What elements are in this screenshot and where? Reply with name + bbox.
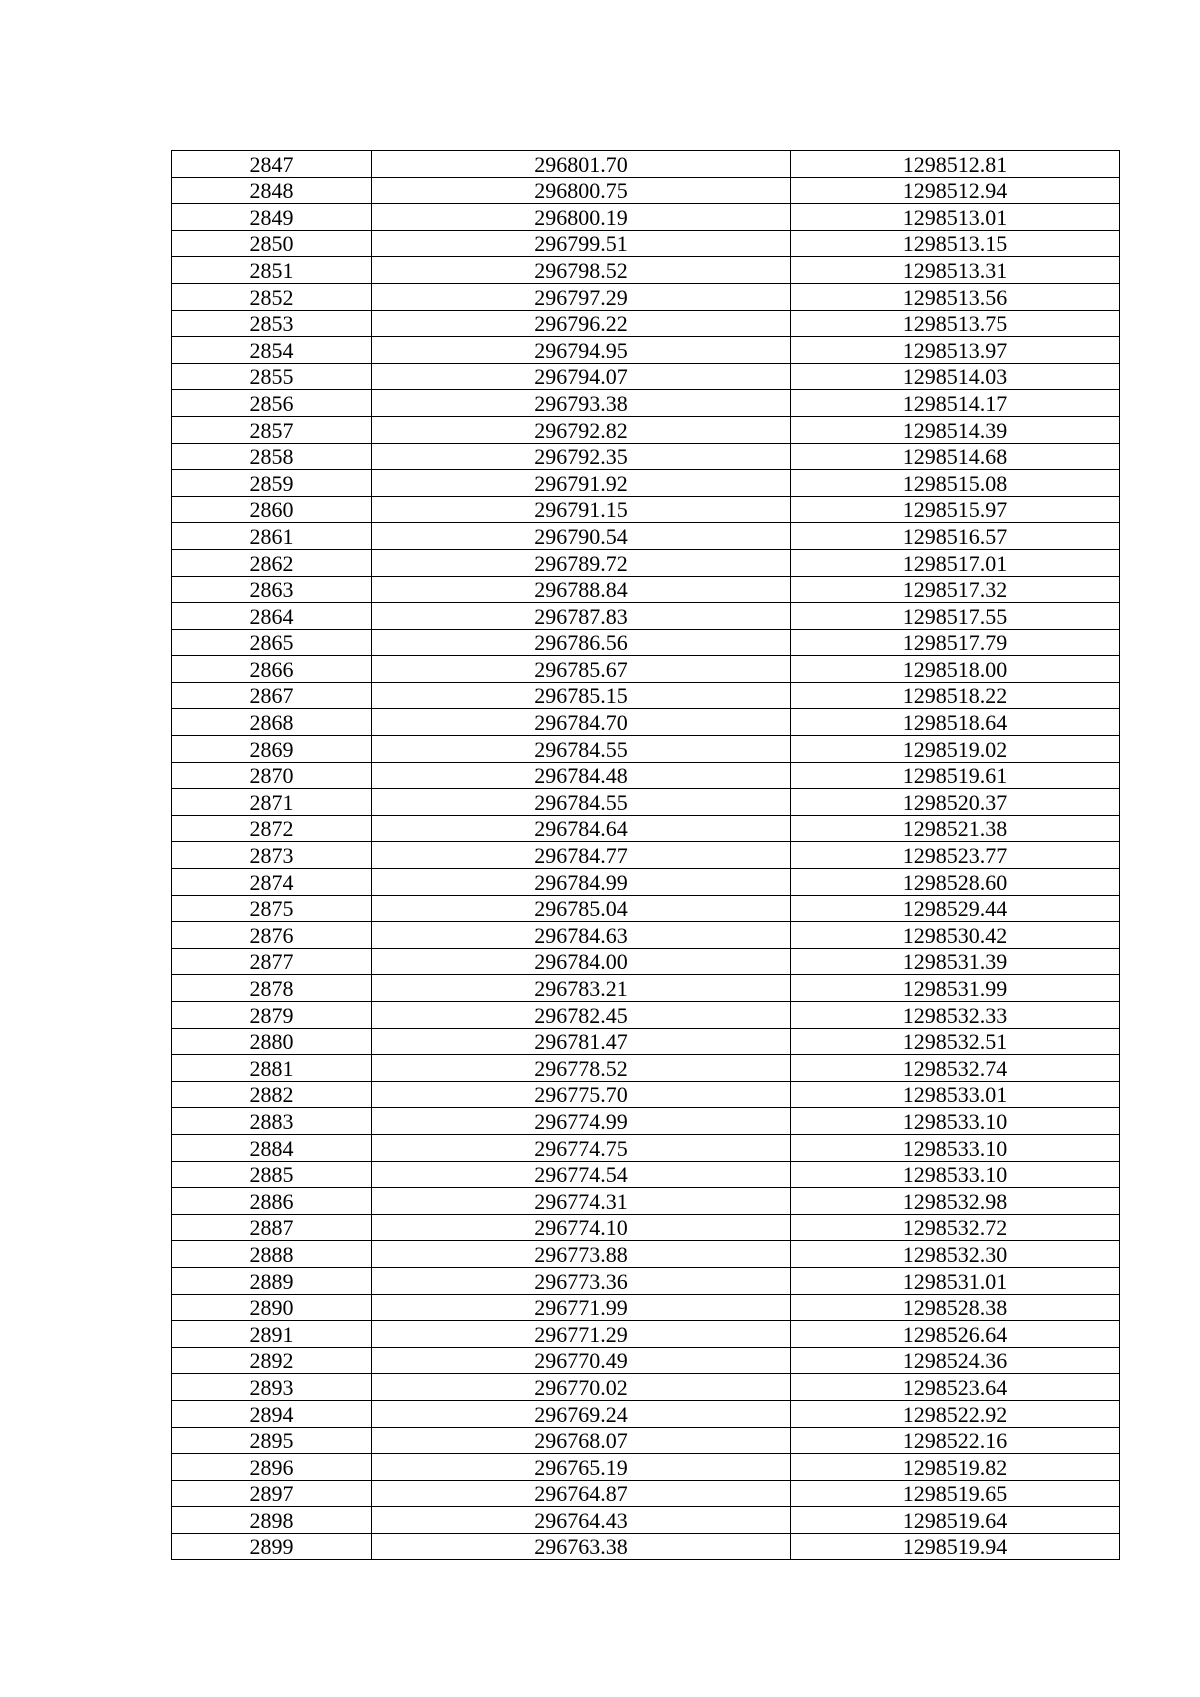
y-coordinate-cell: 1298531.99: [791, 975, 1120, 1002]
table-row: [172, 1267, 1120, 1294]
y-coordinate-cell: 1298533.10: [791, 1161, 1120, 1188]
table-row: [172, 603, 1120, 630]
point-number-cell: 2869: [172, 736, 372, 763]
point-number-cell: 2896: [172, 1454, 372, 1481]
point-number-cell: 2862: [172, 549, 372, 576]
y-coordinate-cell: 1298519.64: [791, 1507, 1120, 1534]
y-coordinate-cell: 1298532.30: [791, 1241, 1120, 1268]
x-coordinate-cell: 296764.87: [372, 1480, 791, 1507]
table-row: [172, 869, 1120, 896]
x-coordinate-cell: 296774.10: [372, 1214, 791, 1241]
y-coordinate-cell: 1298531.39: [791, 948, 1120, 975]
table-row: [172, 1055, 1120, 1082]
y-coordinate-cell: 1298532.98: [791, 1188, 1120, 1215]
table-row: [172, 842, 1120, 869]
table-row: [172, 151, 1120, 178]
x-coordinate-cell: 296770.49: [372, 1347, 791, 1374]
x-coordinate-cell: 296797.29: [372, 283, 791, 310]
x-coordinate-cell: 296785.15: [372, 682, 791, 709]
x-coordinate-cell: 296771.99: [372, 1294, 791, 1321]
point-number-cell: 2856: [172, 390, 372, 417]
x-coordinate-cell: 296789.72: [372, 549, 791, 576]
x-coordinate-cell: 296784.55: [372, 736, 791, 763]
table-row: [172, 523, 1120, 550]
point-number-cell: 2860: [172, 496, 372, 523]
table-row: [172, 549, 1120, 576]
x-coordinate-cell: 296799.51: [372, 230, 791, 257]
point-number-cell: 2857: [172, 416, 372, 443]
x-coordinate-cell: 296785.67: [372, 656, 791, 683]
y-coordinate-cell: 1298519.82: [791, 1454, 1120, 1481]
x-coordinate-cell: 296763.38: [372, 1533, 791, 1560]
y-coordinate-cell: 1298517.01: [791, 549, 1120, 576]
y-coordinate-cell: 1298522.16: [791, 1427, 1120, 1454]
point-number-cell: 2847: [172, 151, 372, 178]
point-number-cell: 2870: [172, 762, 372, 789]
point-number-cell: 2867: [172, 682, 372, 709]
x-coordinate-cell: 296787.83: [372, 603, 791, 630]
x-coordinate-cell: 296764.43: [372, 1507, 791, 1534]
y-coordinate-cell: 1298512.81: [791, 151, 1120, 178]
x-coordinate-cell: 296796.22: [372, 310, 791, 337]
point-number-cell: 2874: [172, 869, 372, 896]
x-coordinate-cell: 296798.52: [372, 257, 791, 284]
coordinate-table: [171, 150, 1120, 1560]
x-coordinate-cell: 296790.54: [372, 523, 791, 550]
y-coordinate-cell: 1298524.36: [791, 1347, 1120, 1374]
point-number-cell: 2886: [172, 1188, 372, 1215]
table-row: [172, 895, 1120, 922]
table-row: [172, 1374, 1120, 1401]
table-row: [172, 1081, 1120, 1108]
x-coordinate-cell: 296773.36: [372, 1267, 791, 1294]
point-number-cell: 2895: [172, 1427, 372, 1454]
table-row: [172, 656, 1120, 683]
y-coordinate-cell: 1298517.55: [791, 603, 1120, 630]
x-coordinate-cell: 296771.29: [372, 1321, 791, 1348]
point-number-cell: 2863: [172, 576, 372, 603]
point-number-cell: 2872: [172, 815, 372, 842]
y-coordinate-cell: 1298515.97: [791, 496, 1120, 523]
table-row: [172, 1161, 1120, 1188]
x-coordinate-cell: 296770.02: [372, 1374, 791, 1401]
x-coordinate-cell: 296784.00: [372, 948, 791, 975]
table-row: [172, 177, 1120, 204]
y-coordinate-cell: 1298519.65: [791, 1480, 1120, 1507]
x-coordinate-cell: 296783.21: [372, 975, 791, 1002]
point-number-cell: 2865: [172, 629, 372, 656]
point-number-cell: 2877: [172, 948, 372, 975]
y-coordinate-cell: 1298513.15: [791, 230, 1120, 257]
y-coordinate-cell: 1298513.56: [791, 283, 1120, 310]
x-coordinate-cell: 296765.19: [372, 1454, 791, 1481]
x-coordinate-cell: 296785.04: [372, 895, 791, 922]
table-row: [172, 1108, 1120, 1135]
y-coordinate-cell: 1298517.32: [791, 576, 1120, 603]
x-coordinate-cell: 296774.31: [372, 1188, 791, 1215]
y-coordinate-cell: 1298519.02: [791, 736, 1120, 763]
x-coordinate-cell: 296791.15: [372, 496, 791, 523]
table-row: [172, 337, 1120, 364]
y-coordinate-cell: 1298523.64: [791, 1374, 1120, 1401]
point-number-cell: 2848: [172, 177, 372, 204]
table-row: [172, 1188, 1120, 1215]
point-number-cell: 2852: [172, 283, 372, 310]
y-coordinate-cell: 1298533.01: [791, 1081, 1120, 1108]
point-number-cell: 2855: [172, 363, 372, 390]
x-coordinate-cell: 296774.75: [372, 1134, 791, 1161]
x-coordinate-cell: 296775.70: [372, 1081, 791, 1108]
table-row: [172, 470, 1120, 497]
point-number-cell: 2873: [172, 842, 372, 869]
table-row: [172, 629, 1120, 656]
y-coordinate-cell: 1298532.33: [791, 1002, 1120, 1029]
y-coordinate-cell: 1298533.10: [791, 1108, 1120, 1135]
y-coordinate-cell: 1298522.92: [791, 1400, 1120, 1427]
table-row: [172, 682, 1120, 709]
point-number-cell: 2861: [172, 523, 372, 550]
table-row: [172, 310, 1120, 337]
table-row: [172, 257, 1120, 284]
y-coordinate-cell: 1298519.94: [791, 1533, 1120, 1560]
point-number-cell: 2891: [172, 1321, 372, 1348]
point-number-cell: 2868: [172, 709, 372, 736]
y-coordinate-cell: 1298513.97: [791, 337, 1120, 364]
x-coordinate-cell: 296773.88: [372, 1241, 791, 1268]
point-number-cell: 2884: [172, 1134, 372, 1161]
y-coordinate-cell: 1298513.75: [791, 310, 1120, 337]
y-coordinate-cell: 1298518.22: [791, 682, 1120, 709]
y-coordinate-cell: 1298518.64: [791, 709, 1120, 736]
x-coordinate-cell: 296784.63: [372, 922, 791, 949]
x-coordinate-cell: 296781.47: [372, 1028, 791, 1055]
table-row: [172, 416, 1120, 443]
x-coordinate-cell: 296784.64: [372, 815, 791, 842]
coordinate-table-body: [172, 151, 1120, 1560]
table-row: [172, 922, 1120, 949]
table-row: [172, 948, 1120, 975]
table-row: [172, 1002, 1120, 1029]
point-number-cell: 2875: [172, 895, 372, 922]
point-number-cell: 2885: [172, 1161, 372, 1188]
table-row: [172, 1294, 1120, 1321]
table-row: [172, 815, 1120, 842]
y-coordinate-cell: 1298531.01: [791, 1267, 1120, 1294]
point-number-cell: 2876: [172, 922, 372, 949]
table-row: [172, 283, 1120, 310]
table-row: [172, 709, 1120, 736]
y-coordinate-cell: 1298514.39: [791, 416, 1120, 443]
point-number-cell: 2883: [172, 1108, 372, 1135]
table-row: [172, 1454, 1120, 1481]
point-number-cell: 2866: [172, 656, 372, 683]
point-number-cell: 2898: [172, 1507, 372, 1534]
x-coordinate-cell: 296801.70: [372, 151, 791, 178]
point-number-cell: 2853: [172, 310, 372, 337]
table-row: [172, 1400, 1120, 1427]
y-coordinate-cell: 1298533.10: [791, 1134, 1120, 1161]
table-row: [172, 204, 1120, 231]
x-coordinate-cell: 296784.77: [372, 842, 791, 869]
y-coordinate-cell: 1298519.61: [791, 762, 1120, 789]
point-number-cell: 2854: [172, 337, 372, 364]
table-row: [172, 789, 1120, 816]
x-coordinate-cell: 296794.07: [372, 363, 791, 390]
x-coordinate-cell: 296774.99: [372, 1108, 791, 1135]
x-coordinate-cell: 296778.52: [372, 1055, 791, 1082]
x-coordinate-cell: 296800.19: [372, 204, 791, 231]
table-row: [172, 762, 1120, 789]
table-row: [172, 1507, 1120, 1534]
x-coordinate-cell: 296774.54: [372, 1161, 791, 1188]
table-row: [172, 736, 1120, 763]
y-coordinate-cell: 1298530.42: [791, 922, 1120, 949]
y-coordinate-cell: 1298532.51: [791, 1028, 1120, 1055]
point-number-cell: 2897: [172, 1480, 372, 1507]
x-coordinate-cell: 296784.48: [372, 762, 791, 789]
table-row: [172, 1134, 1120, 1161]
x-coordinate-cell: 296768.07: [372, 1427, 791, 1454]
table-row: [172, 975, 1120, 1002]
point-number-cell: 2899: [172, 1533, 372, 1560]
point-number-cell: 2871: [172, 789, 372, 816]
y-coordinate-cell: 1298526.64: [791, 1321, 1120, 1348]
y-coordinate-cell: 1298528.38: [791, 1294, 1120, 1321]
table-row: [172, 1480, 1120, 1507]
point-number-cell: 2878: [172, 975, 372, 1002]
point-number-cell: 2880: [172, 1028, 372, 1055]
y-coordinate-cell: 1298520.37: [791, 789, 1120, 816]
x-coordinate-cell: 296788.84: [372, 576, 791, 603]
x-coordinate-cell: 296800.75: [372, 177, 791, 204]
point-number-cell: 2859: [172, 470, 372, 497]
x-coordinate-cell: 296792.82: [372, 416, 791, 443]
table-row: [172, 1028, 1120, 1055]
y-coordinate-cell: 1298515.08: [791, 470, 1120, 497]
table-row: [172, 230, 1120, 257]
y-coordinate-cell: 1298514.68: [791, 443, 1120, 470]
y-coordinate-cell: 1298513.01: [791, 204, 1120, 231]
x-coordinate-cell: 296791.92: [372, 470, 791, 497]
point-number-cell: 2858: [172, 443, 372, 470]
point-number-cell: 2882: [172, 1081, 372, 1108]
y-coordinate-cell: 1298532.72: [791, 1214, 1120, 1241]
x-coordinate-cell: 296784.70: [372, 709, 791, 736]
x-coordinate-cell: 296793.38: [372, 390, 791, 417]
x-coordinate-cell: 296769.24: [372, 1400, 791, 1427]
table-row: [172, 1321, 1120, 1348]
y-coordinate-cell: 1298516.57: [791, 523, 1120, 550]
y-coordinate-cell: 1298512.94: [791, 177, 1120, 204]
point-number-cell: 2890: [172, 1294, 372, 1321]
table-row: [172, 496, 1120, 523]
table-row: [172, 363, 1120, 390]
x-coordinate-cell: 296794.95: [372, 337, 791, 364]
y-coordinate-cell: 1298529.44: [791, 895, 1120, 922]
x-coordinate-cell: 296786.56: [372, 629, 791, 656]
point-number-cell: 2892: [172, 1347, 372, 1374]
x-coordinate-cell: 296792.35: [372, 443, 791, 470]
y-coordinate-cell: 1298517.79: [791, 629, 1120, 656]
point-number-cell: 2889: [172, 1267, 372, 1294]
point-number-cell: 2864: [172, 603, 372, 630]
y-coordinate-cell: 1298523.77: [791, 842, 1120, 869]
table-row: [172, 1241, 1120, 1268]
x-coordinate-cell: 296782.45: [372, 1002, 791, 1029]
point-number-cell: 2849: [172, 204, 372, 231]
y-coordinate-cell: 1298518.00: [791, 656, 1120, 683]
x-coordinate-cell: 296784.99: [372, 869, 791, 896]
point-number-cell: 2893: [172, 1374, 372, 1401]
point-number-cell: 2894: [172, 1400, 372, 1427]
table-row: [172, 390, 1120, 417]
y-coordinate-cell: 1298514.17: [791, 390, 1120, 417]
point-number-cell: 2887: [172, 1214, 372, 1241]
y-coordinate-cell: 1298514.03: [791, 363, 1120, 390]
point-number-cell: 2881: [172, 1055, 372, 1082]
point-number-cell: 2851: [172, 257, 372, 284]
table-row: [172, 443, 1120, 470]
point-number-cell: 2850: [172, 230, 372, 257]
point-number-cell: 2888: [172, 1241, 372, 1268]
table-row: [172, 576, 1120, 603]
y-coordinate-cell: 1298532.74: [791, 1055, 1120, 1082]
point-number-cell: 2879: [172, 1002, 372, 1029]
y-coordinate-cell: 1298513.31: [791, 257, 1120, 284]
table-row: [172, 1347, 1120, 1374]
table-row: [172, 1427, 1120, 1454]
table-row: [172, 1214, 1120, 1241]
y-coordinate-cell: 1298528.60: [791, 869, 1120, 896]
y-coordinate-cell: 1298521.38: [791, 815, 1120, 842]
table-row: [172, 1533, 1120, 1560]
x-coordinate-cell: 296784.55: [372, 789, 791, 816]
